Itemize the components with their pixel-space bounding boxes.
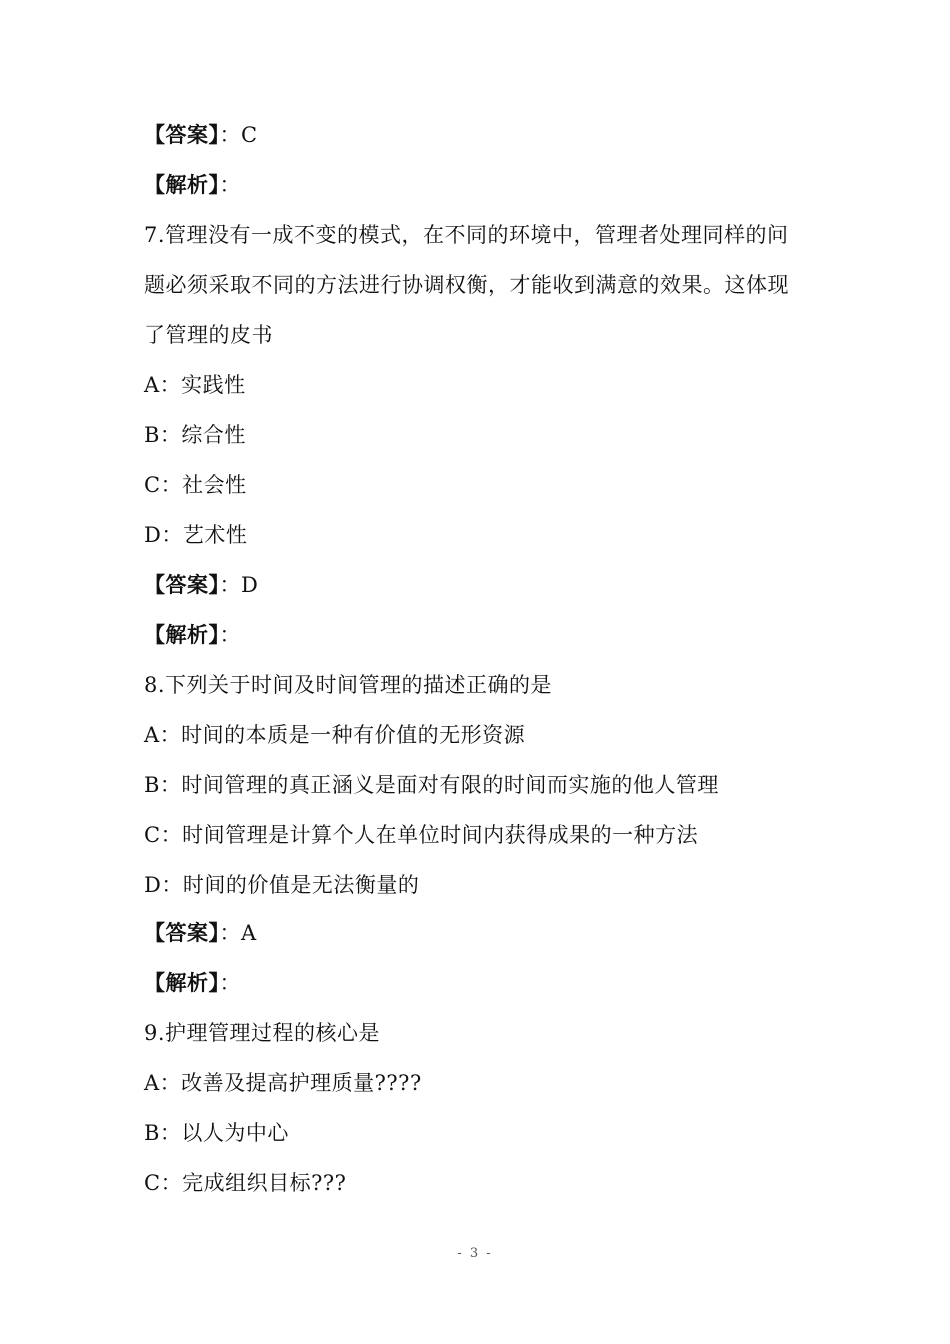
question-8-option-c: C：时间管理是计算个人在单位时间内获得成果的一种方法	[144, 823, 699, 847]
analysis-value: ：	[219, 623, 241, 647]
answer-label-q8	[144, 918, 824, 948]
answer-tag: 【答案】	[144, 122, 220, 147]
answer-label-q7	[144, 570, 824, 600]
analysis-value: ：	[219, 173, 241, 197]
page-number: - 3 -	[457, 1246, 493, 1261]
answer-value: ：A	[219, 921, 257, 945]
analysis-value: ：	[219, 971, 241, 995]
answer-tag: 【答案】	[144, 572, 220, 597]
analysis-label-q8	[144, 968, 824, 998]
question-9-option-a: A：改善及提高护理质量????	[144, 1071, 422, 1095]
question-7-line-3: 了管理的皮书	[144, 323, 273, 347]
analysis-tag: 【解析】	[144, 970, 220, 995]
question-7-line-1: 7.管理没有一成不变的模式，在不同的环境中，管理者处理同样的问	[144, 223, 789, 247]
question-9-option-b: B：以人为中心	[144, 1121, 289, 1145]
question-7-option-d: D：艺术性	[144, 523, 248, 547]
question-9-stem: 9.护理管理过程的核心是	[144, 1021, 381, 1045]
question-7-option-b: B：综合性	[144, 423, 246, 447]
answer-label-q6	[144, 120, 824, 150]
question-8-stem: 8.下列关于时间及时间管理的描述正确的是	[144, 673, 553, 697]
question-7-line-2: 题必须采取不同的方法进行协调权衡，才能收到满意的效果。这体现	[144, 273, 789, 297]
question-7-option-a: A：实践性	[144, 373, 246, 397]
question-8-option-d: D：时间的价值是无法衡量的	[144, 873, 420, 897]
question-7-option-c: C：社会性	[144, 473, 247, 497]
answer-value: ：D	[219, 573, 259, 597]
question-8-option-b: B：时间管理的真正涵义是面对有限的时间而实施的他人管理	[144, 773, 719, 797]
answer-tag: 【答案】	[144, 920, 220, 945]
analysis-label-q6	[144, 170, 824, 200]
question-9-option-c: C：完成组织目标???	[144, 1171, 347, 1195]
analysis-label-q7	[144, 620, 824, 650]
analysis-tag: 【解析】	[144, 622, 220, 647]
question-8-option-a: A：时间的本质是一种有价值的无形资源	[144, 723, 526, 747]
answer-value: ：C	[219, 123, 258, 147]
analysis-tag: 【解析】	[144, 172, 220, 197]
